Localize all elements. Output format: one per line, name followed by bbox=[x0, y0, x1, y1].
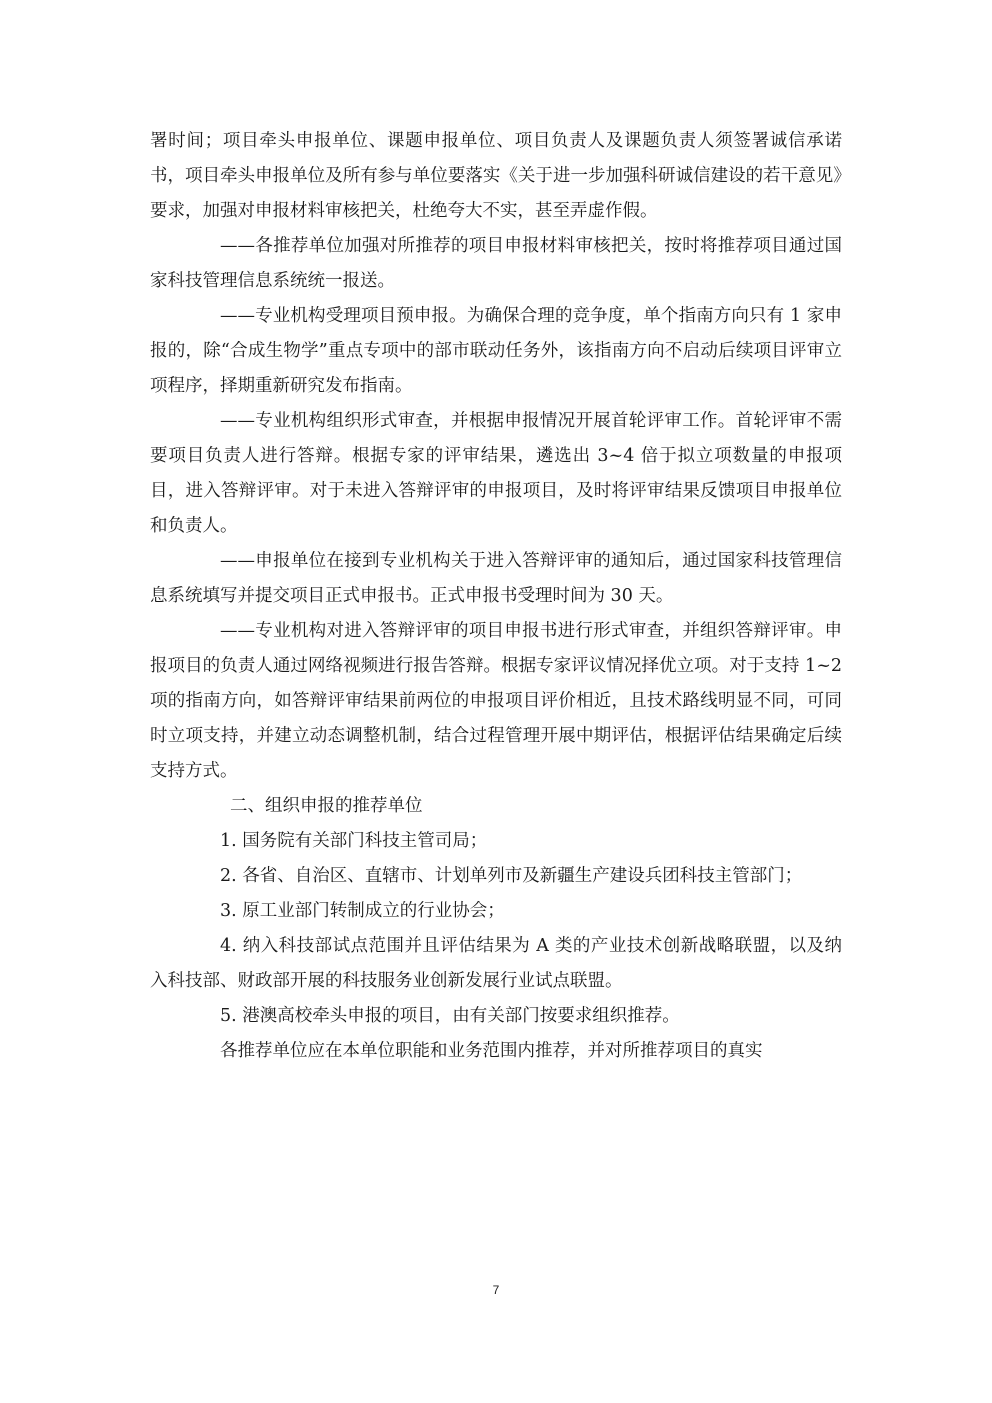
paragraph-defense-review: ——专业机构对进入答辩评审的项目申报书进行形式审查，并组织答辩评审。申报项目的负责人通过网络视频进行报告答辩。根据专家评议情况择优立项。对于支持 1~2 项的指南方向，如答辩评审结果前两位的申报项目评价相近，且技术路线明显不同，可同时立项支持，并建立动态调整机制，结合过程管理开展中期评估，根据评估结果确定后续支持方式。 bbox=[150, 621, 842, 781]
list-item: 1. 国务院有关部门科技主管司局； bbox=[220, 831, 488, 851]
document-body bbox=[150, 124, 842, 1069]
paragraph-formal-application: ——申报单位在接到专业机构关于进入答辩评审的通知后，通过国家科技管理信息系统填写并提交项目正式申报书。正式申报书受理时间为 30 天。 bbox=[150, 551, 842, 606]
list-item: 5. 港澳高校牵头申报的项目，由有关部门按要求组织推荐。 bbox=[220, 1006, 680, 1026]
closing-paragraph: 各推荐单位应在本单位职能和业务范围内推荐，并对所推荐项目的真实 bbox=[220, 1041, 763, 1061]
paragraph-recommendation-review: ——各推荐单位加强对所推荐的项目申报材料审核把关，按时将推荐项目通过国家科技管理信息系统统一报送。 bbox=[150, 236, 842, 291]
paragraph-continuation: 署时间；项目牵头申报单位、课题申报单位、项目负责人及课题负责人须签署诚信承诺书，项目牵头申报单位及所有参与单位要落实《关于进一步加强科研诚信建设的若干意见》要求，加强对申报材料审核把关，杜绝夸大不实，甚至弄虚作假。 bbox=[150, 131, 842, 221]
list-item: 2. 各省、自治区、直辖市、计划单列市及新疆生产建设兵团科技主管部门； bbox=[220, 866, 803, 886]
list-item: 3. 原工业部门转制成立的行业协会； bbox=[220, 901, 505, 921]
paragraph-formal-review: ——专业机构组织形式审查，并根据申报情况开展首轮评审工作。首轮评审不需要项目负责人进行答辩。根据专家的评审结果，遴选出 3~4 倍于拟立项数量的申报项目，进入答辩评审。对于未进入答辩评审的申报项目，及时将评审结果反馈项目申报单位和负责人。 bbox=[150, 411, 842, 536]
section-heading: 二、组织申报的推荐单位 bbox=[230, 796, 423, 816]
paragraph-pre-application: ——专业机构受理项目预申报。为确保合理的竞争度，单个指南方向只有 1 家申报的，除“合成生物学”重点专项中的部市联动任务外，该指南方向不启动后续项目评审立项程序，择期重新研究发布指南。 bbox=[150, 306, 842, 396]
list-item: 4. 纳入科技部试点范围并且评估结果为 A 类的产业技术创新战略联盟，以及纳入科技部、财政部开展的科技服务业创新发展行业试点联盟。 bbox=[150, 936, 842, 991]
page-number: 7 bbox=[492, 1283, 500, 1297]
